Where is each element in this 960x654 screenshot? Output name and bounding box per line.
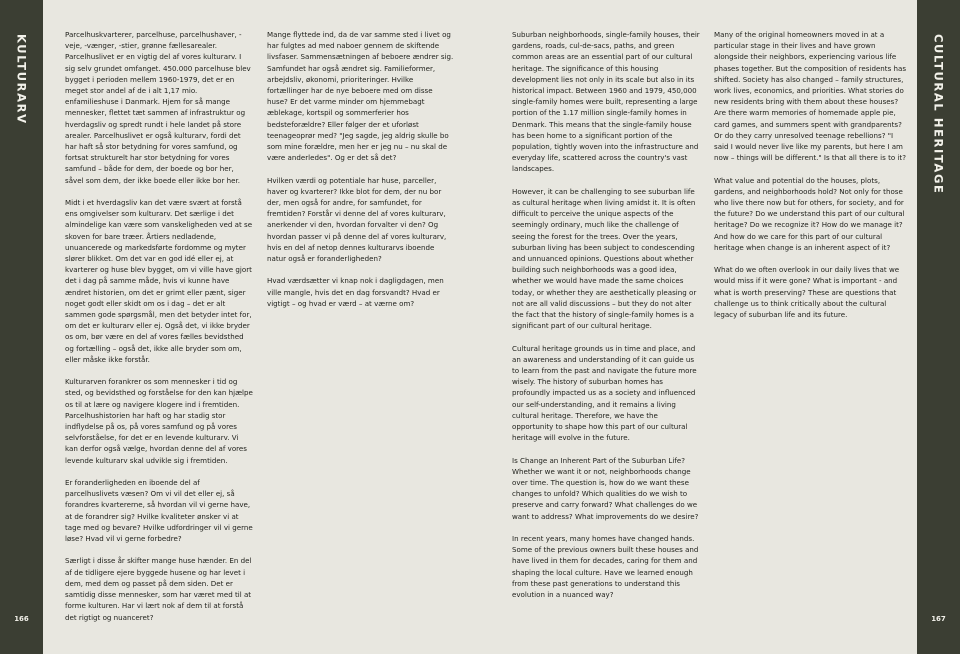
paragraph: Cultural heritage grounds us in time and place, and an awareness and understanding of it can guide us to learn from the past and navigate the future more wisely. The history of suburban homes has profoundly impacted us as a society and influenced our self-understanding, and it remains a living cultural heritage. Therefore, we have the opportunity to shape how this part of our cultural heritage will evolve in the future.: [512, 343, 697, 443]
right-column-1: [512, 29, 700, 611]
paragraph: Midt i et hverdagsliv kan det være svært at forstå ens omgivelser som kulturarv. Det særlige i det almindelige kan være som vanskeligheden ved at se skoven for bare træer. Årtiers nedladende, unuancerede og markedsførte fordomme og myter slører blikket. Om det var en god idé eller ej, at kvarterer og huse blev bygget, om vi ville have gjort det i dag på samme måde, hvis vi kunne have ændret historien, om det er grimt eller pænt, siger noget godt eller skidt om os i dag – det er alt sammen gode spørgsmål, men det betyder intet for, om det er kulturarv eller ej. Også det, vi ikke bryder os om, bør være en del af vores fælles bevidsthed og fortælling – også det, ikke alle bryder som om, eller måske ikke forstår.: [65, 198, 253, 364]
right-sidebar: [917, 0, 960, 654]
paragraph: In recent years, many homes have changed hands. Some of the previous owners built these houses and have lived in them for decades, caring for them and shaping the local culture. Have we learned enough from these past generations to understand this evolution in a nuanced way?: [512, 534, 699, 600]
paragraph: Many of the original homeowners moved in at a particular stage in their lives and have grown alongside their neighbors, experiencing various life phases together. But the composition of residents has shifted. Society has also changed – family structures, work lives, economics, and priorities. What stories do new residents bring with them about these houses? Are there warm memories of homemade apple pie, card games, and summers spent with grandparents? Or do they carry unresolved teenage rebellions? "I said I would never live like my parents, but here I am now – things will be different." Is that all there is to it?: [714, 30, 907, 163]
paragraph: What value and potential do the houses, plots, gardens, and neighborhoods hold? Not only for those who live there now but for others, for society, and for the future? Do we understand this part of our cultural heritage? Do we recognize it? How do we manage it? And how do we care for this part of our cultural heritage when change is an inherent aspect of it?: [714, 175, 905, 252]
right-page-number: 167: [931, 615, 946, 623]
paragraph: Er foranderligheden en iboende del af parcelhuslivets væsen? Om vi vil det eller ej, så forandres kvartererne, så hvordan vil vi gerne have, at de forandrer sig? Hvilke kvaliteter ønsker vi at tage med og bevare? Hvilke udfordringer vil vi gerne løse? Hvad vil vi gerne forbedre?: [65, 478, 253, 544]
paragraph: Hvilken værdi og potentiale har huse, parceller, haver og kvarterer? Ikke blot for dem, der nu bor der, men også for andre, for samfundet, for fremtiden? Forstår vi denne del af vores kulturarv, anerkender vi den, hvordan forvalter vi den? Og hvordan passer vi på denne del af vores kulturarv, hvis en del af netop dennes kulturarvs iboende natur også er foranderligheden?: [267, 175, 447, 264]
paragraph: Mange flyttede ind, da de var samme sted i livet og har fulgtes ad med naboer gennem de skiftende livsfaser. Sammensætningen af beboere ændrer sig. Samfundet har også ændret sig. Familieformer, arbejdsliv, økonomi, prioriteringer. Hvilke fortællinger har de nye beboere med om disse huse? Er det varme minder om hjemmebagt æblekage, kortspil og sommerferier hos bedsteforældre? Eller følger der et uforløst teenageoprør med? "Jeg sagde, jeg aldrig skulle bo som mine forældre, men her er jeg nu – nu skal de være anderledes". Og er det så det?: [267, 30, 454, 163]
paragraph: Særligt i disse år skifter mange huse hænder. En del af de tidligere ejere byggede husene og har levet i dem, med dem og passet på dem siden. Det er samtidig disse mennesker, som har været med til at forme kulturen. Har vi lært nok af dem til at forstå det rigtigt og nuanceret?: [65, 556, 252, 622]
left-section-title: KULTURARV: [14, 34, 29, 125]
left-column-1: [65, 29, 253, 634]
paragraph: Hvad værdsætter vi knap nok i dagligdagen, men ville mangle, hvis det en dag forsvandt? Hvad er vigtigt – og hvad er værd – at værne om?: [267, 276, 444, 308]
right-section-title: CULTURAL HERITAGE: [931, 34, 946, 195]
paragraph: Kulturarven forankrer os som mennesker i tid og sted, og bevidsthed og forståelse for den kan hjælpe os til at lære og navigere klogere ind i fremtiden. Parcelhushistorien har haft og har stadig stor indflydelse på os, på vores samfund og på vores selvforståelse, for det er en levende kulturarv. Vi kan derfor også vælge, hvordan denne del af vores levende kulturarv skal udvikle sig i fremtiden.: [65, 377, 253, 465]
paragraph: Suburban neighborhoods, single-family houses, their gardens, roads, cul-de-sacs, paths, and green common areas are an essential part of our cultural heritage. The significance of this housing development lies not only in its scale but also in its historical impact. Between 1960 and 1979, 450,000 single-family homes were built, representing a large portion of the 1.17 million single-family homes in Denmark. This means that the single-family house has been home to a significant portion of the population, tightly woven into the infrastructure and everyday life, scattered across the country's vast landscapes.: [512, 30, 700, 174]
left-sidebar: [0, 0, 43, 654]
paragraph: However, it can be challenging to see suburban life as cultural heritage when living amidst it. It is often difficult to perceive the unique aspects of the seemingly ordinary, much like the challenge of seeing the forest for the trees. Over the years, suburban living has been subject to condescending and unnuanced opinions. Questions about whether building such neighborhoods was a good idea, whether we would have made the same choices today, or whether they are aesthetically pleasing or not are all valid discussions – but they do not alter the fact that the history of single-family homes is a significant part of our cultural heritage.: [512, 186, 697, 331]
paragraph: Parcelhuskvarterer, parcelhuse, parcelhushaver, -veje, -vænger, -stier, grønne fællesarealer. Parcelhuslivet er en vigtig del af vores kulturarv. I sig selv grundet omfanget. 450.000 parcelhuse blev bygget i perioden mellem 1960-1979, det er en meget stor andel af de i alt 1,17 mio. enfamilieshuse i Danmark. Hjem for så mange mennesker, flettet tæt sammen af infrastruktur og hverdagsliv og spredt rundt i hele landet på store arealer. Parcelhuslivet er også kulturarv, fordi det har haft så stor betydning for vores samfund, og fortsat strukturelt har stor betydning for vores samfund – både for dem, der boede og bor her, såvel som dem, der ikke boede eller ikke bor her.: [65, 30, 251, 185]
left-page-number: 166: [14, 615, 29, 623]
right-column-2: [714, 29, 907, 331]
paragraph: What do we often overlook in our daily lives that we would miss if it were gone? What is important - and what is worth preserving? These are questions that challenge us to think critically about the cultural legacy of suburban life and its future.: [714, 265, 900, 320]
left-column-2: [267, 29, 455, 320]
paragraph: Is Change an Inherent Part of the Suburban Life? Whether we want it or not, neighborhoods change over time. The question is, how do we want these changes to unfold? Which qualities do we wish to preserve and carry forward? What challenges do we want to address? What improvements do we desire?: [512, 455, 699, 521]
